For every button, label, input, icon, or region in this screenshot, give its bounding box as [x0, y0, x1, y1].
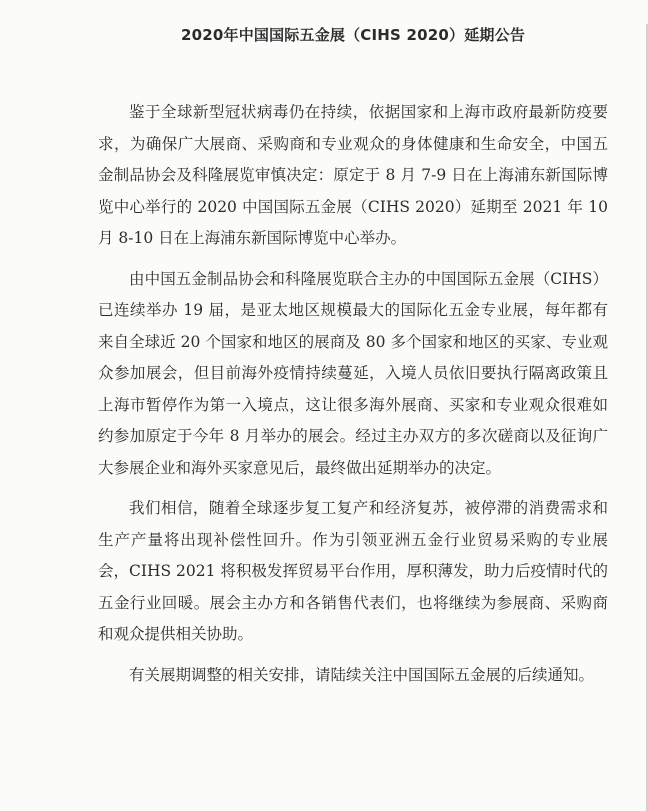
- document-body: [98, 97, 608, 691]
- document-title: 2020年中国国际五金展（CIHS 2020）延期公告: [180, 26, 526, 44]
- paragraph-outlook: 我们相信，随着全球逐步复工复产和经济复苏，被停滞的消费需求和生产产量将出现补偿性回升。作为引领亚洲五金行业贸易采购的专业展会，CIHS 2021 将积极发挥贸易平台作用，厚积薄发，助力后疫情时代的五金行业回暖。展会主办方和各销售代表们，也将继续为参展商、采购商和观众提供相关协助。: [98, 499, 608, 643]
- document-page: [0, 24, 648, 811]
- paragraph-background: 由中国五金制品协会和科隆展览联合主办的中国国际五金展（CIHS）已连续举办 19 届，是亚太地区规模最大的国际化五金专业展，每年都有来自全球近 20 个国家和地区的展商及 80 多个国家和地区的买家、专业观众参加展会，但目前海外疫情持续蔓延，入境人员依旧要执行隔离政策且上海市暂停作为第一入境点，这让很多海外展商、买家和专业观众很难如约参加原定于今年 8 月举办的展会。经过主办双方的多次磋商以及征询广大参展企业和海外买家意见后，最终做出延期举办的决定。: [98, 269, 608, 477]
- paragraph-follow-up: 有关展期调整的相关安排，请陆续关注中国国际五金展的后续通知。: [129, 665, 595, 684]
- paragraph-postponement-notice: 鉴于全球新型冠状病毒仍在持续，依据国家和上海市政府最新防疫要求，为确保广大展商、采购商和专业观众的身体健康和生命安全，中国五金制品协会及科隆展览审慎决定：原定于 8 月 7-9 日在上海浦东新国际博览中心举行的 2020 中国国际五金展（CIHS 2020）延期至 2021 年 10 月 8-10 日在上海浦东新国际博览中心举办。: [98, 103, 608, 247]
